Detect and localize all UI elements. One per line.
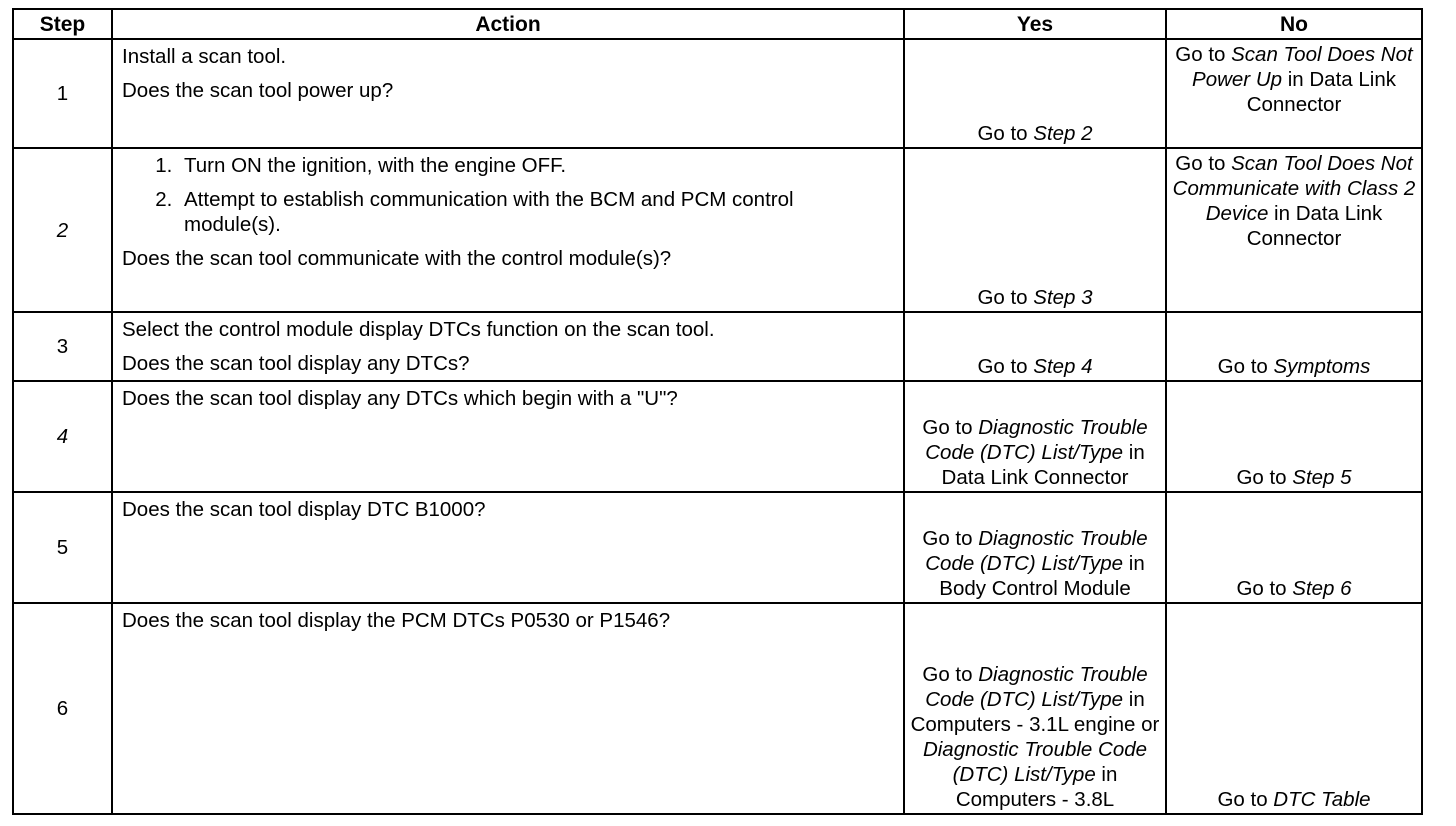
- action-cell: [112, 381, 904, 492]
- table-row: [13, 492, 1422, 603]
- header-action: Action: [112, 9, 904, 39]
- no-link[interactable]: DTC Table: [1273, 788, 1371, 811]
- no-link[interactable]: Symptoms: [1273, 355, 1371, 378]
- no-cell: Go to Scan Tool Does Not Communicate with Class 2 Device in Data Link Connector: [1166, 148, 1422, 312]
- yes-cell: Go to Diagnostic Trouble Code (DTC) List/Type in Data Link Connector: [904, 381, 1166, 492]
- yes-cell: Go to Step 3: [904, 148, 1166, 312]
- no-link[interactable]: Step 5: [1292, 466, 1352, 489]
- yes-cell: Go to Step 2: [904, 39, 1166, 148]
- no-link[interactable]: Scan Tool Does Not Power Up: [1192, 43, 1413, 91]
- step-number: 6: [13, 603, 112, 814]
- step-number: 4: [13, 381, 112, 492]
- no-cell: Go to Scan Tool Does Not Power Up in Data Link Connector: [1166, 39, 1422, 148]
- yes-link-secondary[interactable]: Diagnostic Trouble Code (DTC) List/Type: [922, 738, 1148, 786]
- action-text: Select the control module display DTCs function on the scan tool.: [122, 318, 715, 341]
- no-cell: Go to DTC Table: [1166, 603, 1422, 814]
- action-cell: [112, 492, 904, 603]
- header-step: Step: [13, 9, 112, 39]
- action-cell: [112, 312, 904, 381]
- header-no: No: [1166, 9, 1422, 39]
- action-question: Does the scan tool power up?: [122, 79, 394, 102]
- action-question: Does the scan tool display DTC B1000?: [122, 498, 486, 521]
- diagnostic-table: [12, 8, 1423, 815]
- yes-link[interactable]: Step 2: [1033, 122, 1093, 145]
- yes-link[interactable]: Step 4: [1033, 355, 1093, 378]
- no-cell: Go to Symptoms: [1166, 312, 1422, 381]
- header-row: [13, 9, 1422, 39]
- yes-link[interactable]: Diagnostic Trouble Code (DTC) List/Type: [925, 416, 1148, 464]
- yes-cell: Go to Diagnostic Trouble Code (DTC) List/Type in Body Control Module: [904, 492, 1166, 603]
- step-number: 1: [13, 39, 112, 148]
- action-list-item: 2. Attempt to establish communication with the BCM and PCM control module(s).: [178, 187, 895, 237]
- step-number: 2: [13, 148, 112, 312]
- table-row: [13, 148, 1422, 312]
- action-list: [122, 153, 895, 237]
- yes-link[interactable]: Step 3: [1033, 286, 1093, 309]
- step-number: 3: [13, 312, 112, 381]
- no-link[interactable]: Step 6: [1292, 577, 1352, 600]
- header-yes: Yes: [904, 9, 1166, 39]
- yes-link[interactable]: Diagnostic Trouble Code (DTC) List/Type: [925, 527, 1148, 575]
- table-row: [13, 312, 1422, 381]
- table-row: [13, 381, 1422, 492]
- step-number: 5: [13, 492, 112, 603]
- action-cell: [112, 603, 904, 814]
- no-link[interactable]: Scan Tool Does Not Communicate with Class 2 Device: [1172, 152, 1416, 225]
- action-question: Does the scan tool communicate with the control module(s)?: [122, 247, 672, 270]
- action-question: Does the scan tool display the PCM DTCs P0530 or P1546?: [122, 609, 671, 632]
- action-cell: [112, 148, 904, 312]
- action-question: Does the scan tool display any DTCs which begin with a "U"?: [122, 387, 678, 410]
- yes-cell: Go to Diagnostic Trouble Code (DTC) List/Type in Computers - 3.1L engine or Diagnostic Trouble Code (DTC) List/Type in Computers - 3.8L: [904, 603, 1166, 814]
- action-cell: [112, 39, 904, 148]
- no-cell: Go to Step 5: [1166, 381, 1422, 492]
- yes-cell: Go to Step 4: [904, 312, 1166, 381]
- no-cell: Go to Step 6: [1166, 492, 1422, 603]
- action-list-item: 1. Turn ON the ignition, with the engine OFF.: [178, 153, 895, 178]
- table-row: [13, 603, 1422, 814]
- action-text: Install a scan tool.: [122, 45, 287, 68]
- yes-link[interactable]: Diagnostic Trouble Code (DTC) List/Type: [925, 663, 1148, 711]
- table-row: [13, 39, 1422, 148]
- action-question: Does the scan tool display any DTCs?: [122, 352, 470, 375]
